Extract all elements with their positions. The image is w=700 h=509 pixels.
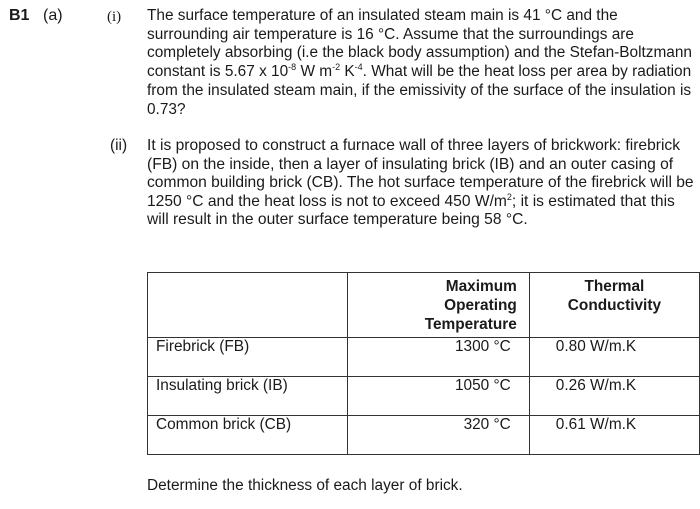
header-max-temp [347, 273, 529, 338]
header-k-line-2: Conductivity [567, 297, 661, 314]
part-ii-paragraph [147, 137, 697, 230]
part-i-text-end: . What will be the heat loss per area by radiation from the insulated steam main, if the emissivity of the surface of the insulation is 0.73? [147, 63, 692, 118]
max-temp-cell: 1300 °C [347, 338, 529, 377]
part-ii-text-start: It is proposed to construct a furnace wall of three layers of brickwork: firebrick (FB) on the inside, then a layer of insulating brick (IB) and an outer casing of common building brick (CB). The hot surface temperature of the firebrick will be 1250 °C and the heat loss is not to exceed 450 W/m [147, 137, 694, 210]
header-max-line-1: Maximum [445, 278, 517, 295]
final-instruction: Determine the thickness of each layer of brick. [147, 477, 463, 494]
header-max-line-3: Temperature [424, 316, 517, 333]
header-conductivity [529, 273, 699, 338]
part-i-exponent-1: -8 [288, 61, 297, 72]
max-temp-cell: 1050 °C [347, 377, 529, 416]
header-k-line-1: Thermal [584, 278, 645, 295]
part-i-exponent-3: -4 [354, 61, 363, 72]
material-cell: Common brick (CB) [148, 416, 348, 455]
part-ii-text-end: ; it is estimated that this will result in the outer surface temperature being 58 °C. [147, 192, 675, 228]
part-i-paragraph [147, 7, 695, 119]
table-row [148, 416, 700, 455]
material-cell: Firebrick (FB) [148, 338, 348, 377]
part-ii-label: (ii) [110, 137, 128, 154]
part-ii-exponent: 2 [506, 191, 512, 202]
header-max-line-2: Operating [444, 297, 517, 314]
conductivity-cell: 0.26 W/m.K [529, 377, 699, 416]
part-i-exponent-2: -2 [332, 61, 341, 72]
max-temp-cell: 320 °C [347, 416, 529, 455]
question-part: (a) [43, 7, 63, 24]
header-empty-cell [148, 273, 348, 338]
part-i-text-start: The surface temperature of an insulated steam main is 41 °C and the surrounding air temperature is 16 °C. Assume that the surroundings are completely absorbing (i.e the black body assumption) and the Stefan-Boltzmann constant is 5.67 x 10 [147, 7, 692, 81]
part-i-label: (i) [107, 9, 122, 25]
table-row [148, 338, 700, 377]
question-number: B1 [9, 7, 30, 24]
part-i-unit-k: K [340, 63, 355, 81]
part-i-unit-w: W m [296, 63, 333, 81]
conductivity-cell: 0.61 W/m.K [529, 416, 699, 455]
material-cell: Insulating brick (IB) [148, 377, 348, 416]
brick-properties-table [147, 272, 700, 455]
conductivity-cell: 0.80 W/m.K [529, 338, 699, 377]
table-header-row [148, 273, 700, 338]
table-row [148, 377, 700, 416]
